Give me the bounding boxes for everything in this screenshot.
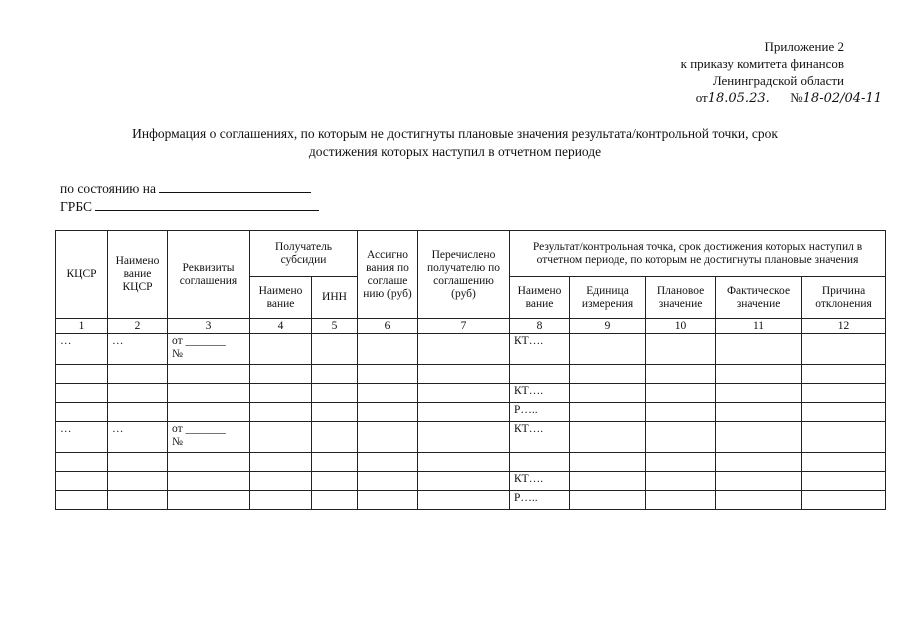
table-cell-col-2: … xyxy=(108,422,168,453)
table-cell-col-5 xyxy=(312,472,358,491)
header-fact-value: Фактическое значение xyxy=(716,277,802,319)
table-row xyxy=(56,403,886,422)
table-row xyxy=(56,365,886,384)
appendix-line-2: к приказу комитета финансов xyxy=(680,56,844,71)
col-number: 3 xyxy=(168,319,250,334)
table-cell-col-10 xyxy=(646,365,716,384)
table-cell-col-9 xyxy=(570,422,646,453)
table-cell-col-6 xyxy=(358,491,418,510)
table-cell-col-9 xyxy=(570,334,646,365)
table-cell-col-2: … xyxy=(108,334,168,365)
table-row xyxy=(56,453,886,472)
table-cell-col-5 xyxy=(312,384,358,403)
document-title xyxy=(60,125,850,161)
table-cell-col-11 xyxy=(716,422,802,453)
col-number: 11 xyxy=(716,319,802,334)
as-of-label: по состоянию на xyxy=(60,181,156,196)
table-cell-col-3 xyxy=(168,472,250,491)
table-cell-col-4 xyxy=(250,403,312,422)
handwritten-date: 18.05.23. xyxy=(707,91,770,106)
table-cell-col-11 xyxy=(716,403,802,422)
header-recipient-name: Наимено вание xyxy=(250,277,312,319)
table-cell-col-10 xyxy=(646,403,716,422)
table-cell-col-7 xyxy=(418,403,510,422)
table-cell-col-12 xyxy=(802,422,886,453)
table-cell-col-5 xyxy=(312,365,358,384)
grbs-field xyxy=(60,199,319,215)
header-transferred: Перечислено получателю по соглашению (руб) xyxy=(418,231,510,319)
table-cell-col-7 xyxy=(418,422,510,453)
table-cell-col-8 xyxy=(510,365,570,384)
agreement-date-line: от _______ xyxy=(172,335,226,347)
col-number: 12 xyxy=(802,319,886,334)
from-prefix: от xyxy=(695,90,708,105)
col-number: 2 xyxy=(108,319,168,334)
table-cell-col-12 xyxy=(802,365,886,384)
table-cell-col-3 xyxy=(168,403,250,422)
table-cell-col-4 xyxy=(250,491,312,510)
table-cell-col-4 xyxy=(250,384,312,403)
table-cell-col-11 xyxy=(716,453,802,472)
table-cell-col-12 xyxy=(802,334,886,365)
table-cell-col-8: Р….. xyxy=(510,403,570,422)
table-cell-col-10 xyxy=(646,491,716,510)
appendix-line-3: Ленинградской области xyxy=(712,73,844,88)
col-number: 4 xyxy=(250,319,312,334)
table-cell-col-2 xyxy=(108,403,168,422)
header-inn: ИНН xyxy=(312,277,358,319)
col-number: 8 xyxy=(510,319,570,334)
title-line-2: достижения которых наступил в отчетном периоде xyxy=(308,144,602,159)
number-prefix: № xyxy=(790,90,803,105)
table-cell-col-3 xyxy=(168,384,250,403)
table-cell-col-6 xyxy=(358,334,418,365)
table-cell-col-4 xyxy=(250,422,312,453)
table-cell-col-2 xyxy=(108,453,168,472)
table-cell-col-3 xyxy=(168,365,250,384)
table-cell-col-8: КТ…. xyxy=(510,384,570,403)
table-cell-col-7 xyxy=(418,365,510,384)
table-cell-col-8: Р….. xyxy=(510,491,570,510)
table-cell-col-11 xyxy=(716,472,802,491)
table-cell-col-11 xyxy=(716,334,802,365)
agreement-date-line: от _______ xyxy=(172,423,226,435)
table-cell-col-1 xyxy=(56,403,108,422)
col-number: 5 xyxy=(312,319,358,334)
table-cell-col-1 xyxy=(56,365,108,384)
table-cell-col-1 xyxy=(56,491,108,510)
table-cell-col-8: КТ…. xyxy=(510,422,570,453)
header-kcsr: КЦСР xyxy=(56,231,108,319)
table-cell-col-12 xyxy=(802,403,886,422)
table-cell-col-7 xyxy=(418,384,510,403)
table-cell-col-10 xyxy=(646,472,716,491)
as-of-blank-line xyxy=(159,192,311,193)
table-cell-col-11 xyxy=(716,365,802,384)
table-cell-col-9 xyxy=(570,453,646,472)
table-cell-col-10 xyxy=(646,453,716,472)
table-cell-col-2 xyxy=(108,365,168,384)
table-cell-col-9 xyxy=(570,384,646,403)
header-result-name: Наимено вание xyxy=(510,277,570,319)
table-cell-col-7 xyxy=(418,491,510,510)
header-requisites: Реквизиты соглашения xyxy=(168,231,250,319)
table-cell-col-11 xyxy=(716,384,802,403)
table-cell-col-10 xyxy=(646,334,716,365)
header-reason: Причина отклонения xyxy=(802,277,886,319)
table-cell-col-5 xyxy=(312,334,358,365)
header-plan-value: Плановое значение xyxy=(646,277,716,319)
table-cell-col-6 xyxy=(358,403,418,422)
table-cell-col-12 xyxy=(802,472,886,491)
table-row xyxy=(56,491,886,510)
appendix-header xyxy=(680,38,882,107)
table-cell-col-1: … xyxy=(56,422,108,453)
table-cell-col-4 xyxy=(250,472,312,491)
table-cell-col-12 xyxy=(802,453,886,472)
table-cell-col-7 xyxy=(418,472,510,491)
agreements-table xyxy=(55,230,886,510)
table-row xyxy=(56,334,886,365)
table-cell-col-7 xyxy=(418,453,510,472)
header-name-kcsr: Наимено вание КЦСР xyxy=(108,231,168,319)
table-cell-col-1 xyxy=(56,384,108,403)
grbs-blank-line xyxy=(95,210,319,211)
table-cell-col-1 xyxy=(56,453,108,472)
table-cell-col-6 xyxy=(358,384,418,403)
col-number: 6 xyxy=(358,319,418,334)
table-cell-col-5 xyxy=(312,491,358,510)
table-cell-col-10 xyxy=(646,422,716,453)
table-row xyxy=(56,384,886,403)
table-cell-col-2 xyxy=(108,384,168,403)
col-number: 7 xyxy=(418,319,510,334)
header-result: Результат/контрольная точка, срок достижения которых наступил в отчетном периоде, по которым не достигнуты плановые значения xyxy=(510,231,886,277)
col-number: 9 xyxy=(570,319,646,334)
table-cell-col-8: КТ…. xyxy=(510,334,570,365)
header-unit: Единица измерения xyxy=(570,277,646,319)
table-cell-col-8: КТ…. xyxy=(510,472,570,491)
table-cell-col-12 xyxy=(802,491,886,510)
title-line-1: Информация о соглашениях, по которым не достигнуты плановые значения результата/контрольной точки, срок xyxy=(132,126,778,141)
table-cell-col-12 xyxy=(802,384,886,403)
table-cell-col-8 xyxy=(510,453,570,472)
table-cell-col-2 xyxy=(108,491,168,510)
table-cell-col-6 xyxy=(358,453,418,472)
table-cell-col-6 xyxy=(358,365,418,384)
table-cell-col-10 xyxy=(646,384,716,403)
handwritten-number: 18-02/04-11 xyxy=(802,91,882,106)
as-of-field xyxy=(60,181,311,197)
table-cell-col-1 xyxy=(56,472,108,491)
header-assignments: Ассигно вания по соглаше нию (руб) xyxy=(358,231,418,319)
agreement-number-line: № xyxy=(172,348,183,360)
table-cell-col-4 xyxy=(250,365,312,384)
table-cell-col-9 xyxy=(570,491,646,510)
table-row xyxy=(56,422,886,453)
table-cell-col-3 xyxy=(168,453,250,472)
table-cell-col-6 xyxy=(358,472,418,491)
table-cell-col-5 xyxy=(312,453,358,472)
appendix-line-1: Приложение 2 xyxy=(764,39,844,54)
col-number: 1 xyxy=(56,319,108,334)
table-cell-col-4 xyxy=(250,334,312,365)
table-cell-col-3 xyxy=(168,491,250,510)
table-cell-col-4 xyxy=(250,453,312,472)
order-date-number xyxy=(681,89,882,107)
table-cell-col-1: … xyxy=(56,334,108,365)
table-cell-col-6 xyxy=(358,422,418,453)
table-cell-col-2 xyxy=(108,472,168,491)
table-cell-col-5 xyxy=(312,403,358,422)
column-numbers-row xyxy=(56,319,886,334)
table-cell-col-5 xyxy=(312,422,358,453)
header-recipient: Получатель субсидии xyxy=(250,231,358,277)
table-cell-col-11 xyxy=(716,491,802,510)
table-cell-col-9 xyxy=(570,472,646,491)
table-cell-col-3 xyxy=(168,422,250,453)
table-cell-col-7 xyxy=(418,334,510,365)
table-row xyxy=(56,472,886,491)
table-cell-col-9 xyxy=(570,365,646,384)
table-cell-col-9 xyxy=(570,403,646,422)
agreement-number-line: № xyxy=(172,436,183,448)
col-number: 10 xyxy=(646,319,716,334)
table-cell-col-3 xyxy=(168,334,250,365)
grbs-label: ГРБС xyxy=(60,199,92,214)
